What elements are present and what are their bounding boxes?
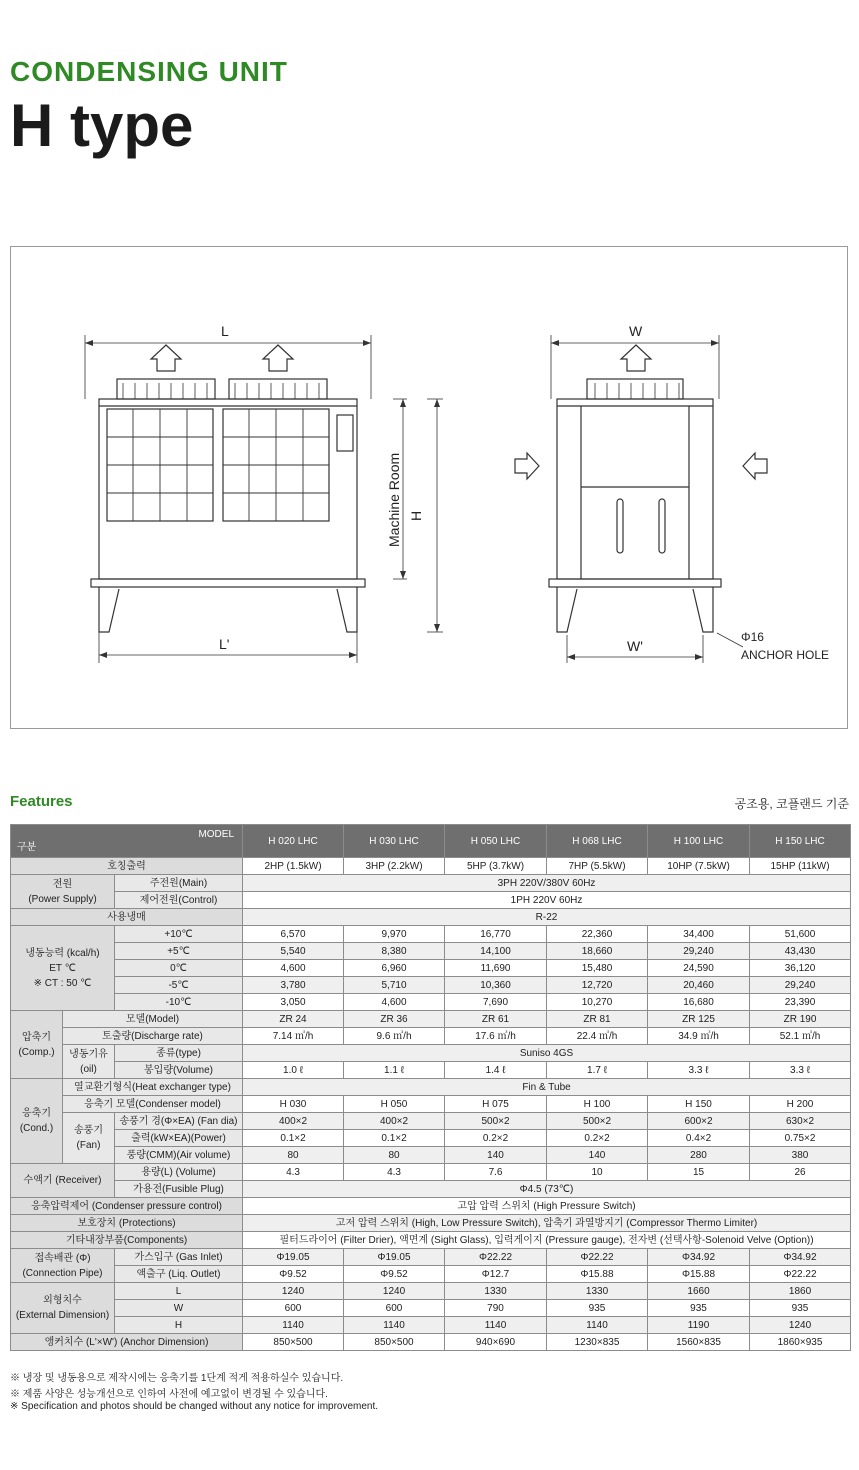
table-cell: 0.2×2	[445, 1130, 547, 1147]
table-cell: 1240	[344, 1283, 445, 1300]
table-cell: 1560×835	[648, 1334, 750, 1351]
table-cell: 29,240	[648, 943, 750, 960]
table-cell: 500×2	[445, 1113, 547, 1130]
model-header: H 100 LHC	[648, 825, 750, 858]
airflow-in-arrow	[743, 453, 767, 479]
table-cell: Φ15.88	[648, 1266, 750, 1283]
table-cell: Φ9.52	[243, 1266, 344, 1283]
row-label: 응축기 모델(Condenser model)	[63, 1096, 243, 1113]
technical-drawing	[10, 246, 848, 729]
row-label: 응축압력제어 (Condenser pressure control)	[11, 1198, 243, 1215]
table-row	[11, 1283, 851, 1300]
table-cell: 3PH 220V/380V 60Hz	[243, 875, 851, 892]
airflow-in-arrow	[515, 453, 539, 479]
table-cell: R-22	[243, 909, 851, 926]
table-cell: 1140	[344, 1317, 445, 1334]
table-cell: 380	[750, 1147, 851, 1164]
table-cell: 500×2	[547, 1113, 648, 1130]
table-row	[11, 1096, 851, 1113]
row-label: 가스입구 (Gas Inlet)	[115, 1249, 243, 1266]
table-cell: 1860×935	[750, 1334, 851, 1351]
table-cell: 1860	[750, 1283, 851, 1300]
row-label: H	[115, 1317, 243, 1334]
table-row	[11, 1232, 851, 1249]
table-cell: H 150	[648, 1096, 750, 1113]
table-row	[11, 858, 851, 875]
row-label: 사용냉매	[11, 909, 243, 926]
row-label: L	[115, 1283, 243, 1300]
corner-category-label: 구분	[17, 842, 37, 853]
row-label: 토출량(Discharge rate)	[63, 1028, 243, 1045]
table-cell: 7.14 ㎥/h	[243, 1028, 344, 1045]
table-cell: 3,780	[243, 977, 344, 994]
table-cell: 790	[445, 1300, 547, 1317]
table-row	[11, 1079, 851, 1096]
spec-table	[10, 824, 851, 1351]
table-cell: 935	[547, 1300, 648, 1317]
table-cell: 1190	[648, 1317, 750, 1334]
table-cell: 4.3	[344, 1164, 445, 1181]
table-cell: 6,960	[344, 960, 445, 977]
table-cell: 11,690	[445, 960, 547, 977]
table-cell: 9,970	[344, 926, 445, 943]
table-cell: H 050	[344, 1096, 445, 1113]
page-title: H type	[10, 92, 194, 159]
table-cell: H 200	[750, 1096, 851, 1113]
table-cell: 43,430	[750, 943, 851, 960]
table-cell: Φ34.92	[648, 1249, 750, 1266]
table-cell: 34,400	[648, 926, 750, 943]
table-cell: Φ4.5 (73℃)	[243, 1181, 851, 1198]
table-cell: 3HP (2.2kW)	[344, 858, 445, 875]
machine-room-label: Machine Room	[386, 452, 402, 547]
table-cell: 1140	[547, 1317, 648, 1334]
model-header: H 150 LHC	[750, 825, 851, 858]
table-cell: 12,720	[547, 977, 648, 994]
dim-w-prime: W'	[627, 638, 643, 654]
table-cell: 80	[344, 1147, 445, 1164]
table-row	[11, 1317, 851, 1334]
table-cell: 15,480	[547, 960, 648, 977]
table-cell: 7,690	[445, 994, 547, 1011]
table-cell: 7HP (5.5kW)	[547, 858, 648, 875]
table-row	[11, 977, 851, 994]
table-cell: 850×500	[344, 1334, 445, 1351]
table-cell: Suniso 4GS	[243, 1045, 851, 1062]
corner-model-label: MODEL	[198, 829, 235, 840]
table-cell: 1.4 ℓ	[445, 1062, 547, 1079]
control-panel	[337, 415, 353, 451]
table-cell: 18,660	[547, 943, 648, 960]
table-cell: Φ34.92	[750, 1249, 851, 1266]
table-cell: 1.0 ℓ	[243, 1062, 344, 1079]
row-label: -5℃	[115, 977, 243, 994]
table-cell: Φ15.88	[547, 1266, 648, 1283]
table-row	[11, 1113, 851, 1130]
table-row	[11, 1147, 851, 1164]
table-cell: 15HP (11kW)	[750, 858, 851, 875]
table-cell: 1240	[750, 1317, 851, 1334]
table-cell: ZR 36	[344, 1011, 445, 1028]
table-cell: 630×2	[750, 1113, 851, 1130]
table-row	[11, 1011, 851, 1028]
dim-w: W	[629, 323, 643, 339]
table-cell: 22.4 ㎥/h	[547, 1028, 648, 1045]
row-label: 가용전(Fusible Plug)	[115, 1181, 243, 1198]
unit-drawing-svg	[11, 247, 849, 730]
table-cell: Φ12.7	[445, 1266, 547, 1283]
model-header: H 068 LHC	[547, 825, 648, 858]
table-cell: 10,270	[547, 994, 648, 1011]
table-cell: 10HP (7.5kW)	[648, 858, 750, 875]
table-cell: 400×2	[243, 1113, 344, 1130]
table-cell: 3.3 ℓ	[750, 1062, 851, 1079]
table-cell: 4,600	[243, 960, 344, 977]
table-cell: Φ19.05	[243, 1249, 344, 1266]
table-cell: 0.75×2	[750, 1130, 851, 1147]
table-cell: ZR 81	[547, 1011, 648, 1028]
row-label: 종류(type)	[115, 1045, 243, 1062]
table-cell: H 075	[445, 1096, 547, 1113]
table-cell: Φ22.22	[547, 1249, 648, 1266]
table-cell: 8,380	[344, 943, 445, 960]
row-label: 송풍기 (Fan)	[63, 1113, 115, 1164]
table-cell: 1240	[243, 1283, 344, 1300]
table-row	[11, 1130, 851, 1147]
table-row	[11, 1249, 851, 1266]
table-cell: 935	[648, 1300, 750, 1317]
table-cell: 5,540	[243, 943, 344, 960]
row-label: -10℃	[115, 994, 243, 1011]
table-cell: 140	[547, 1147, 648, 1164]
table-row	[11, 1300, 851, 1317]
row-label: 출력(kW×EA)(Power)	[115, 1130, 243, 1147]
airflow-up-arrow	[151, 345, 181, 371]
table-cell: 280	[648, 1147, 750, 1164]
table-row	[11, 892, 851, 909]
table-cell: 23,390	[750, 994, 851, 1011]
table-cell: 5HP (3.7kW)	[445, 858, 547, 875]
table-cell: 940×690	[445, 1334, 547, 1351]
table-row	[11, 1334, 851, 1351]
table-cell: 10	[547, 1164, 648, 1181]
table-cell: 14,100	[445, 943, 547, 960]
table-cell: 0.1×2	[243, 1130, 344, 1147]
features-note: 공조용, 코플랜드 기준	[734, 797, 849, 811]
row-label: 보호장치 (Protections)	[11, 1215, 243, 1232]
footnote: ※ 냉장 및 냉동용으로 제작시에는 응축기를 1단계 적게 적용하실수 있습니다.	[10, 1373, 344, 1384]
table-row	[11, 875, 851, 892]
table-cell: H 100	[547, 1096, 648, 1113]
row-label: 용량(L) (Volume)	[115, 1164, 243, 1181]
table-row	[11, 1062, 851, 1079]
table-row	[11, 1215, 851, 1232]
row-label: 액출구 (Liq. Outlet)	[115, 1266, 243, 1283]
row-label: +5℃	[115, 943, 243, 960]
airflow-up-arrow	[621, 345, 651, 371]
table-row	[11, 1164, 851, 1181]
table-cell: 80	[243, 1147, 344, 1164]
row-label: 전원 (Power Supply)	[11, 875, 115, 909]
table-cell: 1330	[547, 1283, 648, 1300]
airflow-up-arrow	[263, 345, 293, 371]
table-cell: 6,570	[243, 926, 344, 943]
row-label: 풍량(CMM)(Air volume)	[115, 1147, 243, 1164]
table-row	[11, 1028, 851, 1045]
row-label: 봉입량(Volume)	[115, 1062, 243, 1079]
table-cell: 고압 압력 스위치 (High Pressure Switch)	[243, 1198, 851, 1215]
table-cell: 1PH 220V 60Hz	[243, 892, 851, 909]
features-title: Features	[10, 793, 73, 810]
table-row	[11, 960, 851, 977]
table-cell: 17.6 ㎥/h	[445, 1028, 547, 1045]
table-cell: Fin & Tube	[243, 1079, 851, 1096]
table-cell: 600×2	[648, 1113, 750, 1130]
table-row	[11, 1266, 851, 1283]
table-cell: 3,050	[243, 994, 344, 1011]
table-cell: 140	[445, 1147, 547, 1164]
table-cell: ZR 61	[445, 1011, 547, 1028]
row-label: 호칭출력	[11, 858, 243, 875]
table-cell: 필터드라이어 (Filter Drier), 액면계 (Sight Glass), 입력게이지 (Pressure gauge), 전자변 (선택사항-Solenoid Velve (Option))	[243, 1232, 851, 1249]
row-label: W	[115, 1300, 243, 1317]
dim-h: H	[408, 510, 424, 521]
row-label: 압축기 (Comp.)	[11, 1011, 63, 1079]
table-cell: 16,680	[648, 994, 750, 1011]
table-cell: 51,600	[750, 926, 851, 943]
row-label: 앵커치수 (L'×W') (Anchor Dimension)	[11, 1334, 243, 1351]
table-row	[11, 926, 851, 943]
row-label: 수액기 (Receiver)	[11, 1164, 115, 1198]
table-cell: 1140	[445, 1317, 547, 1334]
row-label: 응축기 (Cond.)	[11, 1079, 63, 1164]
table-cell: Φ9.52	[344, 1266, 445, 1283]
table-cell: 850×500	[243, 1334, 344, 1351]
row-label: +10℃	[115, 926, 243, 943]
table-cell: 400×2	[344, 1113, 445, 1130]
table-cell: ZR 190	[750, 1011, 851, 1028]
dim-l-prime: L'	[219, 636, 230, 652]
table-cell: Φ19.05	[344, 1249, 445, 1266]
table-row	[11, 909, 851, 926]
table-cell: 1.7 ℓ	[547, 1062, 648, 1079]
table-row	[11, 943, 851, 960]
table-cell: 5,710	[344, 977, 445, 994]
table-cell: 1660	[648, 1283, 750, 1300]
row-label: 냉동기유 (oil)	[63, 1045, 115, 1079]
row-label: 송풍기 경(Φ×EA) (Fan dia)	[115, 1113, 243, 1130]
row-label: 모델(Model)	[63, 1011, 243, 1028]
table-cell: Φ22.22	[445, 1249, 547, 1266]
table-cell: 1230×835	[547, 1334, 648, 1351]
table-cell: 9.6 ㎥/h	[344, 1028, 445, 1045]
table-cell: 935	[750, 1300, 851, 1317]
table-cell: 고저 압력 스위치 (High, Low Pressure Switch), 압축기 과열방지기 (Compressor Thermo Limiter)	[243, 1215, 851, 1232]
row-label: 외형치수 (External Dimension)	[11, 1283, 115, 1334]
table-cell: 2HP (1.5kW)	[243, 858, 344, 875]
table-cell: 4.3	[243, 1164, 344, 1181]
table-cell: 4,600	[344, 994, 445, 1011]
model-header: H 020 LHC	[243, 825, 344, 858]
table-cell: ZR 24	[243, 1011, 344, 1028]
table-cell: 0.2×2	[547, 1130, 648, 1147]
table-cell: ZR 125	[648, 1011, 750, 1028]
header-corner	[11, 825, 243, 858]
table-cell: 0.1×2	[344, 1130, 445, 1147]
table-row	[11, 1181, 851, 1198]
table-cell: 10,360	[445, 977, 547, 994]
table-cell: H 030	[243, 1096, 344, 1113]
dim-l: L	[221, 323, 229, 339]
table-cell: 0.4×2	[648, 1130, 750, 1147]
table-cell: 36,120	[750, 960, 851, 977]
table-header-row	[11, 825, 851, 858]
front-cabinet	[99, 399, 357, 579]
row-label: 냉동능력 (kcal/h) ET ℃ ※ CT : 50 ℃	[11, 926, 115, 1011]
table-row	[11, 1045, 851, 1062]
row-label: 열교환기형식(Heat exchanger type)	[63, 1079, 243, 1096]
table-cell: 34.9 ㎥/h	[648, 1028, 750, 1045]
spec-table-body	[11, 858, 851, 1351]
table-cell: 29,240	[750, 977, 851, 994]
anchor-hole-label: ANCHOR HOLE	[741, 648, 830, 662]
table-cell: 22,360	[547, 926, 648, 943]
table-row	[11, 1198, 851, 1215]
table-cell: 1140	[243, 1317, 344, 1334]
footnote: ※ Specification and photos should be changed without any notice for improvement.	[10, 1401, 379, 1412]
table-cell: 15	[648, 1164, 750, 1181]
table-cell: 24,590	[648, 960, 750, 977]
table-cell: Φ22.22	[750, 1266, 851, 1283]
row-label: 주전원(Main)	[115, 875, 243, 892]
table-cell: 26	[750, 1164, 851, 1181]
anchor-phi: Φ16	[741, 630, 764, 644]
model-header: H 030 LHC	[344, 825, 445, 858]
table-cell: 20,460	[648, 977, 750, 994]
table-cell: 52.1 ㎥/h	[750, 1028, 851, 1045]
table-cell: 600	[344, 1300, 445, 1317]
row-label: 0℃	[115, 960, 243, 977]
footnote: ※ 제품 사양은 성능개선으로 인하여 사전에 예고없이 변경될 수 있습니다.	[10, 1389, 328, 1400]
table-cell: 3.3 ℓ	[648, 1062, 750, 1079]
table-cell: 16,770	[445, 926, 547, 943]
page-subtitle: CONDENSING UNIT	[10, 56, 288, 87]
table-cell: 1.1 ℓ	[344, 1062, 445, 1079]
row-label: 기타내장부품(Components)	[11, 1232, 243, 1249]
table-cell: 7.6	[445, 1164, 547, 1181]
table-cell: 600	[243, 1300, 344, 1317]
row-label: 접속배관 (Φ) (Connection Pipe)	[11, 1249, 115, 1283]
table-cell: 1330	[445, 1283, 547, 1300]
model-header: H 050 LHC	[445, 825, 547, 858]
table-row	[11, 994, 851, 1011]
row-label: 제어전원(Control)	[115, 892, 243, 909]
